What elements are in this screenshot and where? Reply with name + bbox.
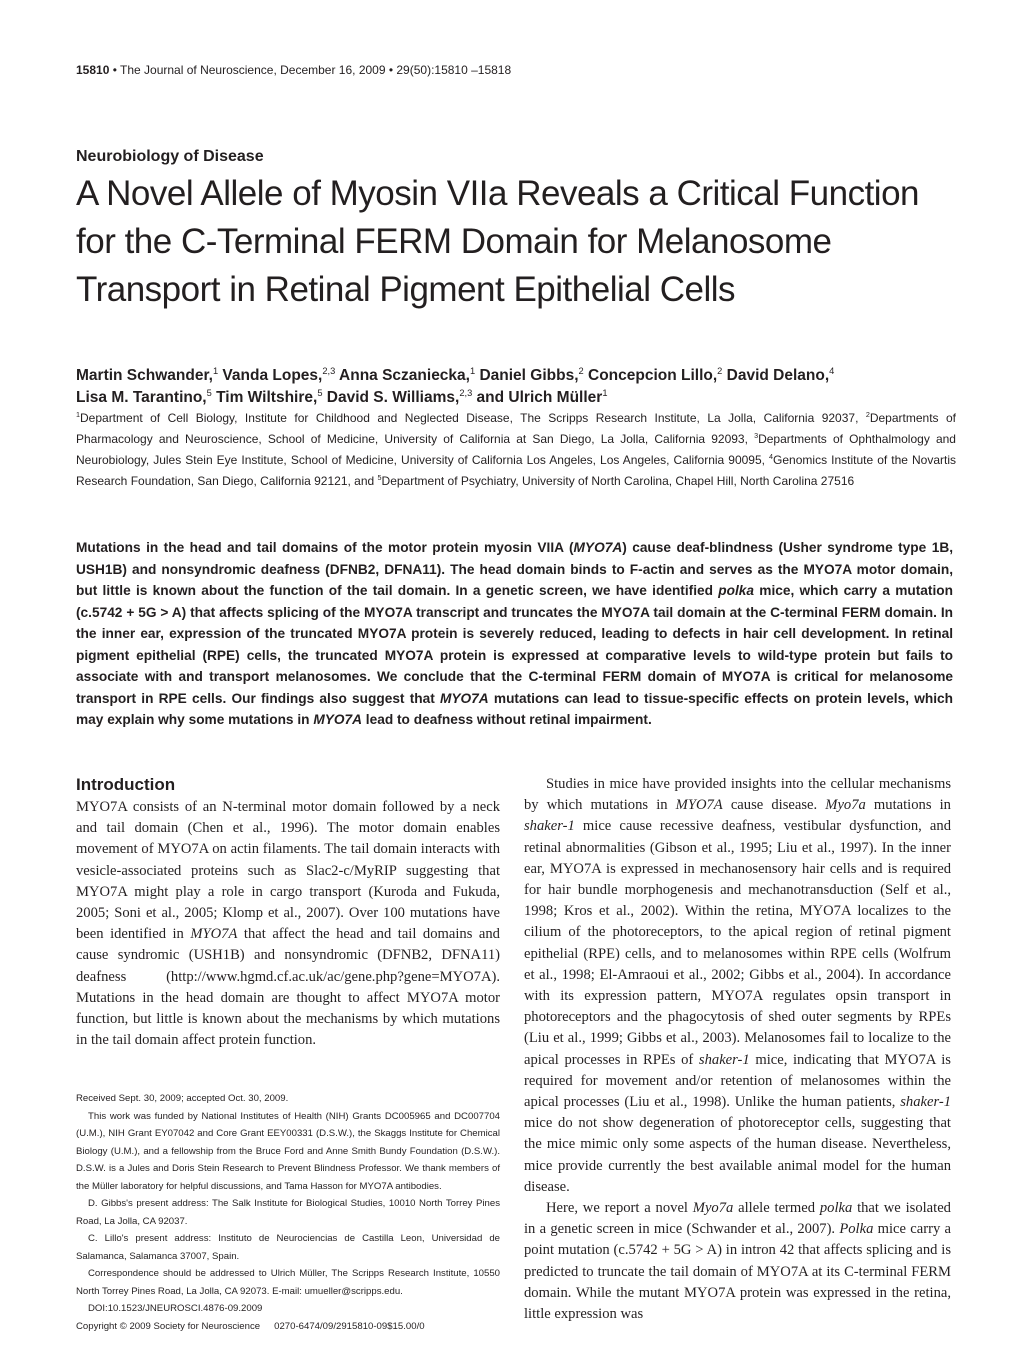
intro-right-p1-run-5: shaker-1: [524, 818, 575, 835]
author-list: [76, 365, 956, 409]
footnote-correspondence: Correspondence should be addressed to Ulrich Müller, The Scripps Research Institute, 10550 North Torrey Pines Road, La Jolla, CA 92073. E-mail: umueller@scripps.edu.: [76, 1268, 500, 1297]
author-name: Lisa M. Tarantino,: [76, 389, 207, 406]
affiliation-text: Department of Psychiatry, University of North Carolina, Chapel Hill, North Carolina 27516: [381, 474, 855, 488]
footnote-gibbs-address: D. Gibbs's present address: The Salk Institute for Biological Studies, 10010 North Torrey Pines Road, La Jolla, CA 92037.: [76, 1198, 500, 1227]
footnote-lillo-address: C. Lillo's present address: Instituto de Neurociencias de Castilla Leon, Universidad de Salamanca, Salamanca 37007, Spain.: [76, 1233, 500, 1262]
journal-citation: The Journal of Neuroscience, December 16, 2009 • 29(50):15810 –15818: [120, 63, 512, 77]
author-affiliation-marker: 2: [717, 365, 723, 376]
intro-paragraph-2: [524, 774, 951, 1198]
intro-right-p1-run-4: mutations in: [865, 797, 951, 814]
section-label: Neurobiology of Disease: [76, 148, 264, 165]
intro-right-p1-run-0: Studies in mice have provided insights into the cellular mechanisms by which mutations in: [524, 776, 951, 814]
intro-right-p2-run-1: Myo7a: [692, 1200, 734, 1217]
intro-right-p2-run-2: allele termed: [733, 1200, 820, 1217]
intro-right-p1-run-8: mice, indicating that MYO7A is required for movement and/or retention of melanosomes within the apical processes (Liu et al., 1998). Unlike the human patients,: [524, 1051, 951, 1111]
footnote-received: Received Sept. 30, 2009; accepted Oct. 30, 2009.: [76, 1093, 289, 1104]
intro-left-run-2: that affect the head and tail domains and cause syndromic (USH1B) and nonsyndromic (DFNB2, DFNA11) deafness (http://www.hgmd.cf.ac.uk/ac/gene.php?gene=MYO7A). Mutations in the head domain are thought to affect MYO7A motor function, but little is known about the mechanisms by which mutations in the tail domain affect protein function.: [76, 926, 500, 1049]
author-affiliation-marker: 2,3: [322, 365, 336, 376]
abstract-run-4: mice, which carry a mutation (c.5742 + 5G > A) that affects splicing of the MYO7A transcript and truncates the MYO7A tail domain at the C-terminal FERM domain. In the inner ear, expression of the truncated MYO7A protein is severely reduced, leading to defects in hair cell development. In retinal pigment epithelial (RPE) cells, the truncated MYO7A protein is expressed at comparative levels to wild-type protein but fails to associate with and transport melanosomes. We conclude that the C-terminal FERM domain of MYO7A is critical for melanosome transport in RPE cells. Our findings also suggest that: [76, 583, 953, 706]
author-affiliation-marker: 5: [317, 387, 323, 398]
intro-right-p1-run-7: shaker-1: [698, 1051, 750, 1068]
affiliation-marker: 2: [865, 410, 870, 419]
affiliation-text: Department of Cell Biology, Institute for Childhood and Neglected Disease, The Scripps Research Institute, La Jolla, California 92037,: [80, 411, 866, 425]
footnotes: [76, 1090, 500, 1335]
copyright-text: Copyright © 2009 Society for Neuroscience: [76, 1320, 261, 1332]
intro-paragraph-3: [524, 1198, 951, 1325]
intro-right-p2-run-5: Polka: [839, 1221, 874, 1238]
author-name: David Delano,: [722, 367, 830, 384]
intro-right-p1-run-1: MYO7A: [675, 797, 723, 814]
intro-right-p1-run-2: cause disease.: [722, 797, 826, 814]
affiliation-text: Departments of Pharmacology and Neuroscience, School of Medicine, University of California at San Diego, La Jolla, California 92093,: [76, 411, 956, 446]
author-name: Concepcion Lillo,: [583, 367, 718, 384]
author-affiliation-marker: 1: [602, 387, 608, 398]
intro-right-p1-run-9: shaker-1: [900, 1094, 951, 1111]
intro-left-run-1: MYO7A: [190, 926, 238, 943]
footnote-doi: DOI:10.1523/JNEUROSCI.4876-09.2009: [88, 1303, 263, 1314]
author-name: Vanda Lopes,: [218, 367, 323, 384]
abstract-run-3: polka: [718, 583, 755, 598]
page-number: 15810: [76, 63, 110, 77]
author-name: Tim Wiltshire,: [211, 389, 318, 406]
author-name: Martin Schwander,: [76, 367, 213, 384]
affiliation-marker: 3: [754, 431, 759, 440]
author-name: Anna Sczaniecka,: [335, 367, 470, 384]
author-affiliation-marker: 2: [578, 365, 584, 376]
author-name: Daniel Gibbs,: [475, 367, 579, 384]
author-affiliation-marker: 2,3: [459, 387, 473, 398]
section-heading-introduction: Introduction: [76, 775, 176, 794]
abstract-run-1: MYO7A: [573, 540, 623, 555]
author-affiliation-marker: 5: [206, 387, 212, 398]
affiliation-text: Departments of Ophthalmology and Neurobiology, Jules Stein Eye Institute, School of Medicine, University of California Los Angeles, Los Angeles, California 90095,: [76, 432, 956, 467]
author-name: David S. Williams,: [322, 389, 460, 406]
intro-paragraph-1: [76, 797, 500, 1051]
intro-right-p1-run-10: mice do not show degeneration of photoreceptor cells, suggesting that the mice mimic only some aspects of the human disease. Nevertheless, mice provide currently the best available animal model for the human disease.: [524, 1115, 951, 1195]
intro-column-left: [76, 797, 500, 1051]
intro-right-p2-run-6: mice carry a point mutation (c.5742 + 5G > A) in intron 42 that affects splicing and is predicted to truncate the tail domain of MYO7A at its C-terminal FERM domain. While the mutant MYO7A protein was expressed in the retina, little expression was: [524, 1221, 951, 1323]
author-name: and Ulrich Müller: [472, 389, 603, 406]
intro-right-p2-run-3: polka: [819, 1200, 853, 1217]
abstract: [76, 537, 953, 731]
running-header: [76, 63, 511, 77]
intro-left-run-0: MYO7A consists of an N-terminal motor domain followed by a neck and tail domain (Chen et al., 1996). The motor domain enables movement of MYO7A on actin filaments. The tail domain interacts with vesicle-associated proteins such as Slac2-c/MyRIP suggesting that MYO7A might play a role in cargo transport (Kuroda and Fukuda, 2005; Soni et al., 2005; Klomp et al., 2007). Over 100 mutations have been identified in: [76, 799, 500, 943]
affiliation-text: Genomics Institute of the Novartis Research Foundation, San Diego, California 92121, and: [76, 453, 956, 488]
intro-right-p2-run-0: Here, we report a novel: [546, 1200, 693, 1217]
header-separator: •: [109, 63, 121, 77]
abstract-run-5: MYO7A: [440, 690, 489, 706]
affiliations: [76, 408, 956, 492]
affiliation-marker: 4: [769, 452, 774, 461]
intro-right-p1-run-3: Myo7a: [825, 797, 866, 814]
author-affiliation-marker: 1: [469, 365, 476, 376]
footnote-funding: This work was funded by National Institutes of Health (NIH) Grants DC005965 and DC007704 (U.M.), NIH Grant EY07042 and Core Grant EEY00331 (D.S.W.), the Skaggs Institute for Chemical Biology (U.M.), and a fellowship from the Bruce Ford and Anne Smith Bundy Foundation (D.S.W.). D.S.W. is a Jules and Doris Stein Research to Prevent Blindness Professor. We thank members of the Müller laboratory for helpful discussions, and Tama Hasson for MYO7A antibodies.: [76, 1110, 500, 1192]
article-title: A Novel Allele of Myosin VIIa Reveals a Critical Function for the C-Terminal FERM Domain for Melanosome Transport in Retinal Pigment Epithelial Cells: [76, 174, 919, 309]
affiliation-marker: 1: [76, 410, 80, 419]
abstract-run-8: lead to deafness without retinal impairment.: [362, 712, 652, 727]
author-affiliation-marker: 4: [829, 365, 835, 376]
abstract-run-0: Mutations in the head and tail domains of the motor protein myosin VIIA (: [76, 540, 574, 555]
intro-right-p2-run-4: that we isolated in a genetic screen in mice (Schwander et al., 2007).: [524, 1200, 951, 1238]
intro-column-right: [524, 774, 951, 1325]
abstract-run-2: ) cause deaf-blindness (Usher syndrome type 1B, USH1B) and nonsyndromic deafness (DFNB2, DFNA11). The head domain binds to F-actin and serves as the MYO7A motor domain, but little is known about the function of the tail domain. In a genetic screen, we have identified: [76, 540, 954, 598]
affiliation-marker: 5: [377, 473, 382, 482]
footnote-copyright-line: [76, 1318, 500, 1336]
abstract-run-6: mutations can lead to tissue-specific effects on protein levels, which may explain why some mutations in: [76, 690, 953, 727]
author-affiliation-marker: 1: [212, 365, 219, 376]
issn-text: 0270-6474/09/2915810-09$15.00/0: [274, 1320, 425, 1332]
intro-right-p1-run-6: mice cause recessive deafness, vestibular dysfunction, and retinal abnormalities (Gibson et al., 1995; Liu et al., 1997). In the inner ear, MYO7A is expressed in mechanosensory hair cells and is required for hair bundle morphogenesis and mechanotransduction (Self et al., 1998; Kros et al., 2002). Within the retina, MYO7A localizes to the cilium of the photoreceptors, to the apical region of retinal pigment epithelial (RPE) cells, and to melanosomes within RPE cells (Wolfrum et al., 1998; El-Amraoui et al., 2002; Gibbs et al., 2004). In accordance with its expression pattern, MYO7A regulates opsin transport in photoreceptors and the phagocytosis of shed outer segments by RPEs (Liu et al., 1999; Gibbs et al., 2003). Melanosomes fail to localize to the apical processes in RPEs of: [524, 818, 951, 1068]
abstract-run-7: MYO7A: [313, 712, 362, 727]
